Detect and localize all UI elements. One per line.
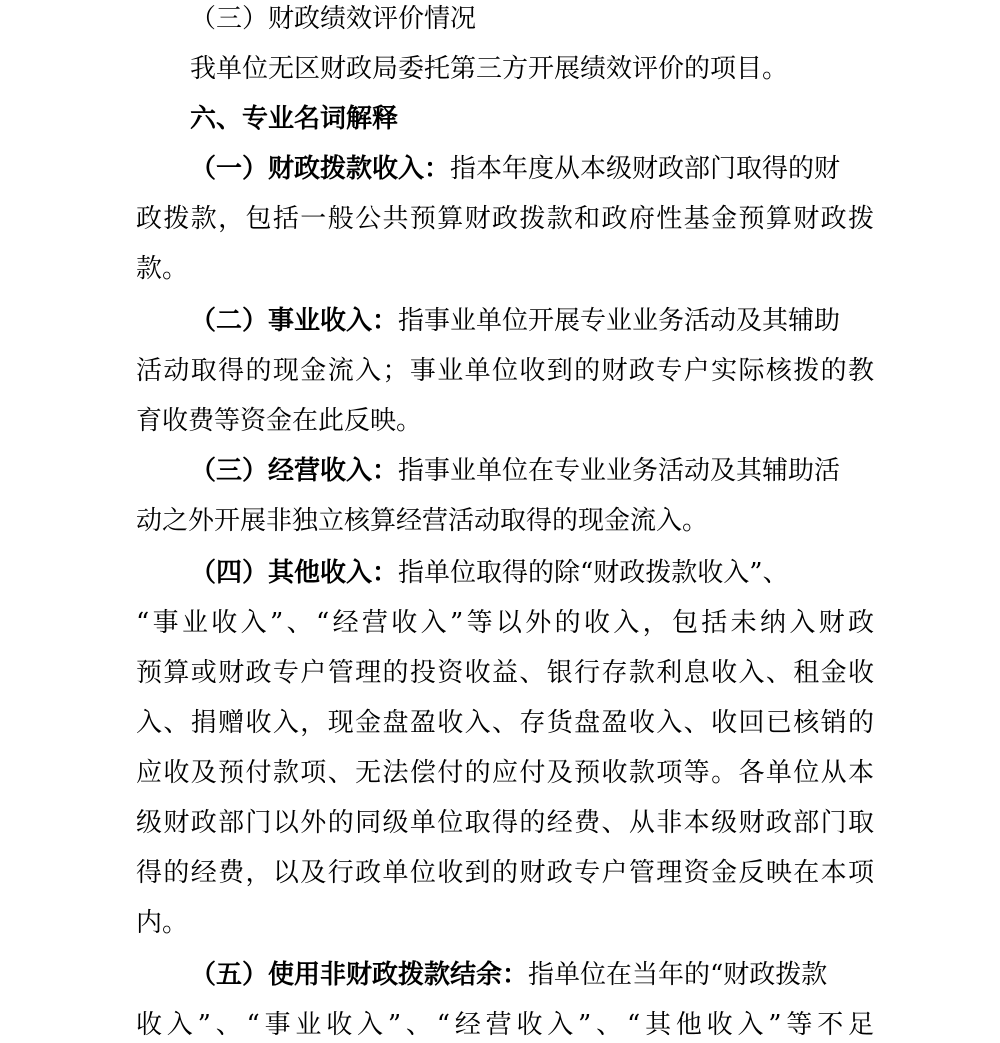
paragraph-line: 应收及预付款项、无法偿付的应付及预收款项等。各单位从本 [136, 758, 874, 788]
paragraph-line: “事业收入”、“经营收入”等以外的收入，包括未纳入财政 [136, 608, 874, 638]
term-label: （二）事业收入： [190, 306, 399, 336]
paragraph-line: 内。 [136, 908, 189, 938]
paragraph-line: 活动取得的现金流入；事业单位收到的财政专户实际核拨的教 [136, 356, 874, 386]
paragraph-line: 入、捐赠收入，现金盘盈收入、存货盘盈收入、收回已核销的 [136, 708, 874, 738]
term-operating-income [190, 456, 874, 486]
paragraph-line: 动之外开展非独立核算经营活动取得的现金流入。 [136, 506, 709, 536]
term-definition: 指单位在当年的“财政拨款 [528, 960, 828, 990]
paragraph-line: 政拨款，包括一般公共预算财政拨款和政府性基金预算财政拨 [136, 204, 874, 234]
term-non-appropriation-balance [190, 960, 874, 990]
term-label: （五）使用非财政拨款结余： [190, 960, 529, 990]
section-3-body: 我单位无区财政局委托第三方开展绩效评价的项目。 [190, 54, 789, 84]
paragraph-line: 收入”、“事业收入”、“经营收入”、“其他收入”等不足 [136, 1010, 874, 1040]
term-other-income [190, 558, 874, 588]
term-definition: 指本年度从本级财政部门取得的财 [450, 154, 841, 184]
term-label: （一）财政拨款收入： [190, 154, 451, 184]
term-definition: 指单位取得的除“财政拨款收入”、 [398, 558, 789, 588]
paragraph-line: 款。 [136, 254, 189, 284]
term-label: （四）其他收入： [190, 558, 399, 588]
term-financial-appropriation [190, 154, 874, 184]
term-definition: 指事业单位开展专业业务活动及其辅助 [398, 306, 841, 336]
term-label: （三）经营收入： [190, 456, 399, 486]
section-6-heading: 六、专业名词解释 [190, 104, 399, 134]
term-definition: 指事业单位在专业业务活动及其辅助活 [398, 456, 841, 486]
paragraph-line: 级财政部门以外的同级单位取得的经费、从非本级财政部门取 [136, 808, 874, 838]
section-3-heading: （三）财政绩效评价情况 [190, 4, 477, 34]
term-business-income [190, 306, 874, 336]
paragraph-line: 预算或财政专户管理的投资收益、银行存款利息收入、租金收 [136, 658, 874, 688]
paragraph-line: 育收费等资金在此反映。 [136, 406, 423, 436]
paragraph-line: 得的经费，以及行政单位收到的财政专户管理资金反映在本项 [136, 858, 874, 888]
